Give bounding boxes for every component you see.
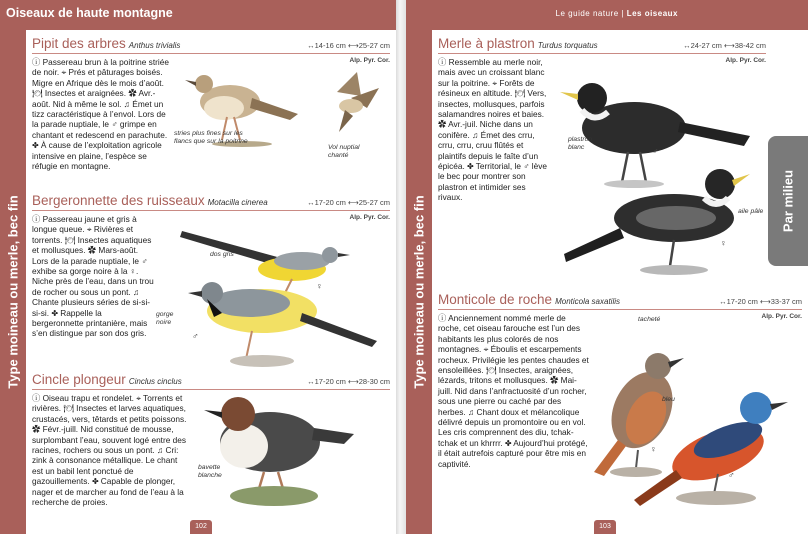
entry-merle-a-plastron [438,36,766,286]
caption-stries: stries plus fines sur les flancs que sur la poitrine [174,130,248,145]
entry-name: Cincle plongeur [32,372,126,387]
entry-description: ⓘ Ressemble au merle noir, mais avec un croissant blanc sur la poitrine. ⌖ Forêts de résineux en altitude. 🍽 Vers, insectes, mollusques, parfois salamandres noires et baies. ✿ Avr.-juil. Niche dans un conifère. ♫ Émet des crru, crru, crru, cruu flûtés et plaintifs depuis le faîte d’un épicéa. ✤ Territorial, le ♂ lève le bec pour montrer son plastron et intimider ses rivaux. [438,57,547,203]
entry-description: ⓘ Oiseau trapu et rondelet. ⌖ Torrents et rivières. 🍽 Insectes et larves aquatiques, crustacés, vers, têtards et petits poissons. ✿ Févr.-juill. Nid constitué de mousse, surplombant l’eau, souvent logé entre des racines, rochers ou sous un pont. ♫ Cri: zink à consonance métallique. Le chant est un babil lent ponctué de gazouillements. ✤ Capable de plonger, nager et de marcher au fond de l’eau à la recherche de proies. [32,393,187,508]
right-vertical-strip [406,30,432,534]
entry-size: ↔14-16 cm ⟷25-27 cm [307,41,390,50]
caption-tachete: tacheté [638,316,661,323]
entry-size: ↔17-20 cm ⟷28-30 cm [307,377,390,386]
entry-description: ⓘ Passereau jaune et gris à longue queue. ⌖ Rivières et torrents. 🍽 Insectes aquatiques et mollusques. ✿ Mars-août. Lors de la parade nuptiale, le ♂ exhibe sa gorge noire à la ♀. Niche près de l’eau, dans un trou de rocher ou sous un pont. ♫ Chante plusieurs séries de si-si-si-si. ✤ Rappelle la bergeronnette printanière, mais s’en distingue par son dos gris. [32,214,154,339]
cincle-illustration [194,388,384,518]
tab-label: Par milieu [780,169,796,233]
monticole-illustration [588,322,802,522]
caption-plastron-blanc: plastron blanc [568,136,593,151]
female-symbol: ♀ [650,444,657,454]
female-symbol: ♀ [720,238,727,248]
bergeronnette-illustration [152,221,392,371]
right-header-bar [406,0,808,30]
running-head: Le guide nature | Les oiseaux [555,9,678,18]
page-title: Oiseaux de haute montagne [6,6,173,20]
entry-latin: Motacilla cinerea [207,198,268,207]
caption-aile-pale: aile pâle [738,208,764,215]
entry-size: ↔17-20 cm ⟷25-27 cm [307,198,390,207]
entry-regions: Alp. Pyr. Cor. [725,57,766,64]
entry-latin: Anthus trivialis [128,41,181,50]
entry-bergeronnette-des-ruisseaux [32,193,390,371]
right-page [406,0,808,534]
left-header-bar [0,0,396,30]
entry-latin: Turdus torquatus [537,41,598,50]
entry-size: ↔24-27 cm ⟷38-42 cm [683,41,766,50]
entry-name: Pipit des arbres [32,36,126,51]
section-tab[interactable] [768,136,808,266]
pipit-illustration [182,62,382,192]
male-symbol: ♂ [192,331,199,341]
entry-name: Merle à plastron [438,36,535,51]
entry-regions: Alp. Pyr. Cor. [761,313,802,320]
book-gutter [396,0,406,534]
entry-size: ↔17-20 cm ⟷33-37 cm [719,297,802,306]
entry-name: Bergeronnette des ruisseaux [32,193,205,208]
entry-description: ⓘ Anciennement nommé merle de roche, cet oiseau farouche est l’un des habitants les plus colorés de nos montagnes. ⌖ Éboulis et escarpements rocheux. Privilégie les pentes chaudes et ensoleillées. 🍽 Insectes, araignées, lézards, tritons et mollusques. ✿ Mai-juill. Nid dans l’anfractuosité d’un rocher, sous une pierre ou caché par des herbes. ♫ Chant doux et mélancolique délivré depuis un promontoire ou en vol. Les cris comprennent des diu, tchak-tchak et un khrrrr. ✤ Aujourd’hui protégé, il était autrefois capturé pour être mis en captivité. [438,313,589,469]
entry-latin: Monticola saxatilis [555,297,620,306]
caption-vol-nuptial: Vol nuptial chanté [328,144,360,159]
entry-regions: Alp. Pyr. Cor. [349,214,390,221]
male-symbol: ♂ [652,146,659,156]
entry-cincle-plongeur [32,372,390,522]
right-vertical-label: Type moineau ou merle, bec fin [411,195,427,389]
page-number-right: 103 [594,520,616,534]
entry-regions: Alp. Pyr. Cor. [349,57,390,64]
left-vertical-strip [0,30,26,534]
page-number-left: 102 [190,520,212,534]
entry-monticole-de-roche [438,292,802,524]
merle-illustration [554,58,764,288]
entry-latin: Cinclus cinclus [128,377,182,386]
left-page [0,0,396,534]
caption-dos-gris: dos gris [210,251,234,258]
female-symbol: ♀ [316,281,323,291]
caption-bavette-blanche: bavette blanche [198,464,222,479]
caption-gorge-noire: gorge noire [156,311,174,326]
caption-bleu: bleu [662,396,675,403]
male-symbol: ♂ [728,470,735,480]
entry-description: ⓘ Passereau brun à la poitrine striée de noir. ⌖ Prés et pâturages boisés. Migre en Afrique dès le mois d’août. 🍽 Insectes et araignées. ✿ Avr.-août. Nid à même le sol. ♫ Émet un tizz caractéristique à l’envol. Lors de la parade nuptiale, le ♂ grimpe en chantant et redescend en parachute. ✤ À cause de l’exploitation agricole intensive en plaine, l’espèce se réfugie en montagne. [32,57,169,172]
entry-name: Monticole de roche [438,292,553,307]
entry-pipit-des-arbres [32,36,390,192]
left-vertical-label: Type moineau ou merle, bec fin [5,195,21,389]
